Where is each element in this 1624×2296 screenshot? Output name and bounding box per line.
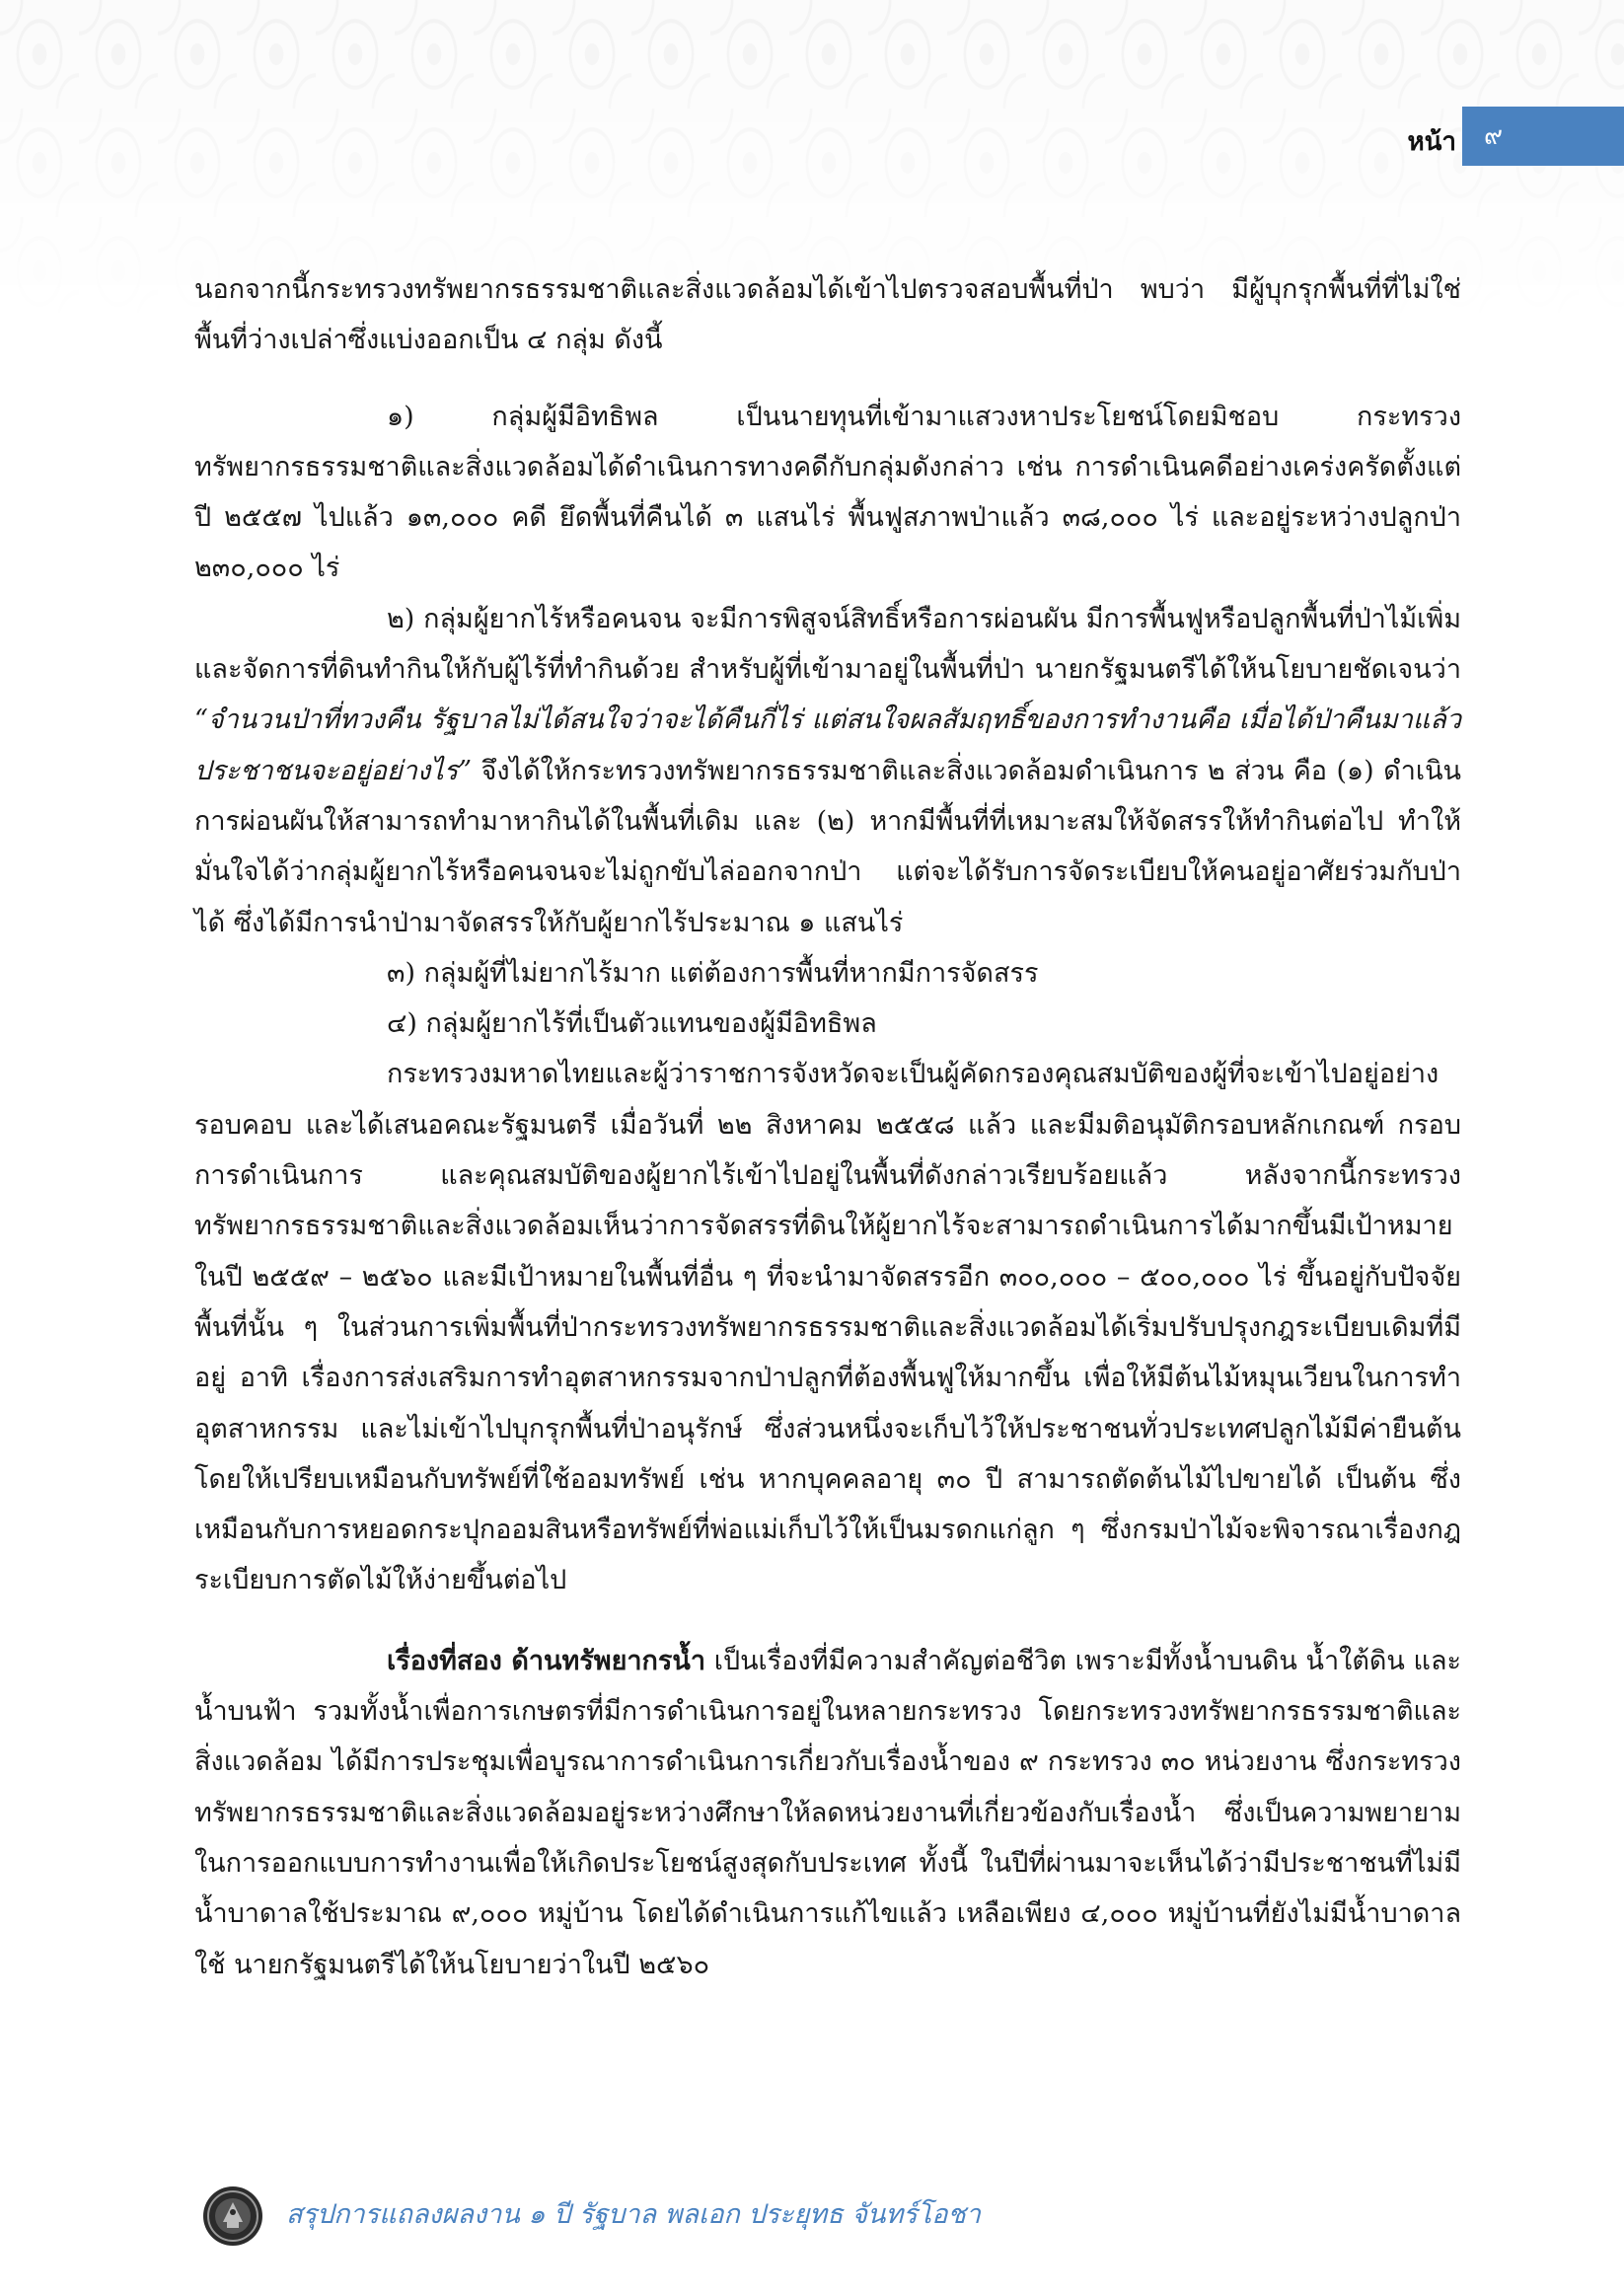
prime-minister-quote: “จำนวนป่าที่ทวงคืน รัฐบาลไม่ได้สนใจว่าจะได้คืนกี่ไร่ แต่สนใจผลสัมฤทธิ์ของการทำงานคือ เมื่อได้ป่าคืนมาแล้ว ประชาชนจะอยู่อย่างไร” bbox=[194, 704, 1461, 786]
group-3-item: ๓) กลุ่มผู้ที่ไม่ยากไร้มาก แต่ต้องการพื้นที่หากมีการจัดสรร bbox=[387, 957, 1039, 989]
group-2-text-a: ๒) กลุ่มผู้ยากไร้หรือคนจน จะมีการพิสูจน์สิทธิ์หรือการผ่อนผัน มีการพื้นฟูหรือปลูกพื้นที่ป่าไม้เพิ่ม และจัดการที่ดินทำกินให้กับผู้ไร้ที่ทำกินด้วย สำหรับผู้ที่เข้ามาอยู่ในพื้นที่ป่า นายกรัฐมนตรีได้ให้นโยบายชัดเจนว่า bbox=[194, 603, 1461, 686]
government-seal-icon bbox=[201, 2185, 264, 2248]
document-body bbox=[194, 264, 1461, 1990]
intro-paragraph: นอกจากนี้กระทรวงทรัพยากรธรรมชาติและสิ่งแวดล้อมได้เข้าไปตรวจสอบพื้นที่ป่า พบว่า มีผู้บุกรุกพื้นที่ที่ไม่ใช่พื้นที่ว่างเปล่าซึ่งแบ่งออกเป็น ๔ กลุ่ม ดังนี้ bbox=[194, 274, 1461, 356]
group-2-text-b: จึงได้ให้กระทรวงทรัพยากรธรรมชาติและสิ่งแวดล้อมดำเนินการ ๒ ส่วน คือ (๑) ดำเนินการผ่อนผันให้สามารถทำมาหากินได้ในพื้นที่เดิม และ (๒) หากมีพื้นที่ที่เหมาะสมให้จัดสรรให้ทำกินต่อไป ทำให้มั่นใจได้ว่ากลุ่มผู้ยากไร้หรือคนจนจะไม่ถูกขับไล่ออกจากป่า แต่จะได้รับการจัดระเบียบให้คนอยู่อาศัยร่วมกับป่าได้ ซึ่งได้มีการนำป่ามาจัดสรรให้กับผู้ยากไร้ประมาณ ๑ แสนไร่ bbox=[194, 755, 1461, 938]
water-section-title: เรื่องที่สอง ด้านทรัพยากรน้ำ bbox=[387, 1645, 706, 1676]
water-resources-paragraph bbox=[194, 1636, 1461, 1990]
footer-title: สรุปการแถลงผลงาน ๑ ปี รัฐบาล พลเอก ประยุทธ จันทร์โอชา bbox=[286, 2199, 981, 2230]
page-number-tab: ๙ bbox=[1462, 107, 1624, 166]
water-section-text: เป็นเรื่องที่มีความสำคัญต่อชีวิต เพราะมีทั้งน้ำบนดิน น้ำใต้ดิน และน้ำบนฟ้า รวมทั้งน้ำเพื่อการเกษตรที่มีการดำเนินการอยู่ในหลายกระทรวง โดยกระทรวงทรัพยากรธรรมชาติและสิ่งแวดล้อม ได้มีการประชุมเพื่อบูรณาการดำเนินการเกี่ยวกับเรื่องน้ำของ ๙ กระทรวง ๓๐ หน่วยงาน ซึ่งกระทรวงทรัพยากรธรรมชาติและสิ่งแวดล้อมอยู่ระหว่างศึกษาให้ลดหน่วยงานที่เกี่ยวข้องกับเรื่องน้ำ ซึ่งเป็นความพยายามในการออกแบบการทำงานเพื่อให้เกิดประโยชน์สูงสุดกับประเทศ ทั้งนี้ ในปีที่ผ่านมาจะเห็นได้ว่ามีประชาชนที่ไม่มีน้ำบาดาลใช้ประมาณ ๙,๐๐๐ หมู่บ้าน โดยได้ดำเนินการแก้ไขแล้ว เหลือเพียง ๔,๐๐๐ หมู่บ้านที่ยังไม่มีน้ำบาดาลใช้ นายกรัฐมนตรีได้ให้นโยบายว่าในปี ๒๕๖๐ bbox=[194, 1645, 1461, 1980]
page-label: หน้า bbox=[1407, 127, 1456, 157]
group-2-paragraph bbox=[194, 594, 1461, 948]
group-1-paragraph: ๑) กลุ่มผู้มีอิทธิพล เป็นนายทุนที่เข้ามาแสวงหาประโยชน์โดยมิชอบ กระทรวงทรัพยากรธรรมชาติและสิ่งแวดล้อมได้ดำเนินการทางคดีกับกลุ่มดังกล่าว เช่น การดำเนินคดีอย่างเคร่งครัดตั้งแต่ปี ๒๕๕๗ ไปแล้ว ๑๓,๐๐๐ คดี ยึดพื้นที่คืนได้ ๓ แสนไร่ พื้นฟูสภาพป่าแล้ว ๓๘,๐๐๐ ไร่ และอยู่ระหว่างปลูกป่า ๒๓๐,๐๐๐ ไร่ bbox=[194, 401, 1461, 584]
group-4-item: ๔) กลุ่มผู้ยากไร้ที่เป็นตัวแทนของผู้มีอิทธิพล bbox=[387, 1008, 877, 1040]
interior-ministry-paragraph: กระทรวงมหาดไทยและผู้ว่าราชการจังหวัดจะเป็นผู้คัดกรองคุณสมบัติของผู้ที่จะเข้าไปอยู่อย่างรอบคอบ และได้เสนอคณะรัฐมนตรี เมื่อวันที่ ๒๒ สิงหาคม ๒๕๕๘ แล้ว และมีมติอนุมัติกรอบหลักเกณฑ์ กรอบการดำเนินการ และคุณสมบัติของผู้ยากไร้เข้าไปอยู่ในพื้นที่ดังกล่าวเรียบร้อยแล้ว หลังจากนี้กระทรวงทรัพยากรธรรมชาติและสิ่งแวดล้อมเห็นว่าการจัดสรรที่ดินให้ผู้ยากไร้จะสามารถดำเนินการได้มากขึ้นมีเป้าหมายในปี ๒๕๕๙ – ๒๕๖๐ และมีเป้าหมายในพื้นที่อื่น ๆ ที่จะนำมาจัดสรรอีก ๓๐๐,๐๐๐ – ๕๐๐,๐๐๐ ไร่ ขึ้นอยู่กับปัจจัยพื้นที่นั้น ๆ ในส่วนการเพิ่มพื้นที่ป่ากระทรวงทรัพยากรธรรมชาติและสิ่งแวดล้อมได้เริ่มปรับปรุงกฎระเบียบเดิมที่มีอยู่ อาทิ เรื่องการส่งเสริมการทำอุตสาหกรรมจากป่าปลูกที่ต้องพื้นฟูให้มากขึ้น เพื่อให้มีต้นไม้หมุนเวียนในการทำอุตสาหกรรม และไม่เข้าไปบุกรุกพื้นที่ป่าอนุรักษ์ ซึ่งส่วนหนึ่งจะเก็บไว้ให้ประชาชนทั่วประเทศปลูกไม้มีค่ายืนต้น โดยให้เปรียบเหมือนกับทรัพย์ที่ใช้ออมทรัพย์ เช่น หากบุคคลอายุ ๓๐ ปี สามารถตัดต้นไม้ไปขายได้ เป็นต้น ซึ่งเหมือนกับการหยอดกระปุกออมสินหรือทรัพย์ที่พ่อแม่เก็บไว้ให้เป็นมรดกแก่ลูก ๆ ซึ่งกรมป่าไม้จะพิจารณาเรื่องกฎระเบียบการตัดไม้ให้ง่ายขึ้นต่อไป bbox=[194, 1059, 1461, 1596]
